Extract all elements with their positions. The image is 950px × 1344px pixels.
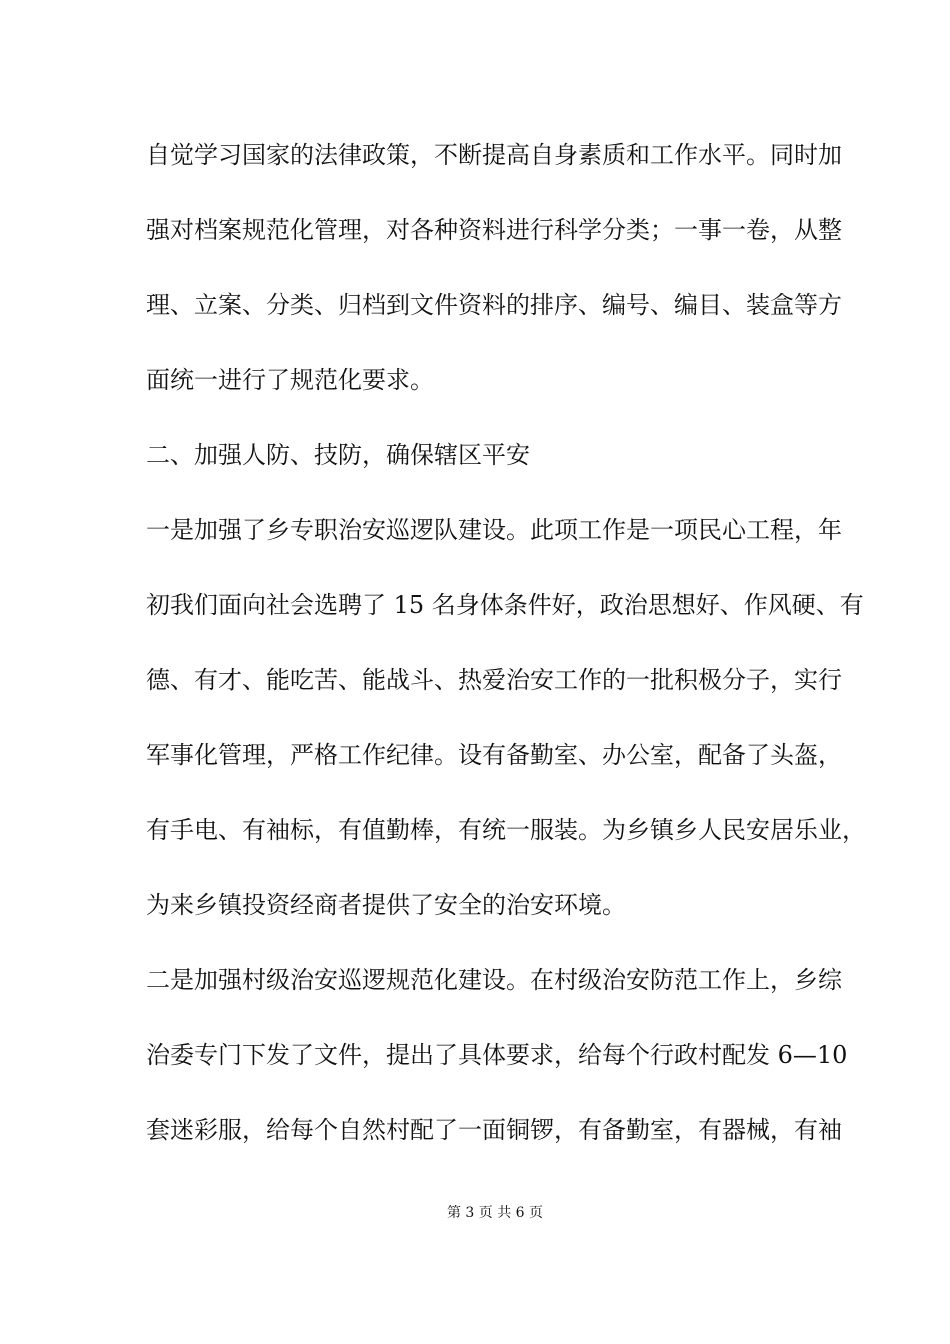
- paragraph-line: 有手电、有袖标，有值勤棒，有统一服装。为乡镇乡人民安居乐业，: [146, 816, 866, 844]
- paragraph-line: 为来乡镇投资经商者提供了安全的治安环境。: [146, 891, 626, 919]
- paragraph-line: 强对档案规范化管理，对各种资料进行科学分类；一事一卷，从整: [146, 216, 842, 244]
- paragraph-line: 面统一进行了规范化要求。: [146, 366, 434, 394]
- paragraph-line: 一是加强了乡专职治安巡逻队建设。此项工作是一项民心工程，年: [146, 516, 842, 544]
- paragraph-line: 军事化管理，严格工作纪律。设有备勤室、办公室，配备了头盔，: [146, 741, 842, 769]
- paragraph-line: 理、立案、分类、归档到文件资料的排序、编号、编目、装盒等方: [146, 291, 842, 319]
- page-number-footer: 第 3 页 共 6 页: [446, 1205, 544, 1221]
- paragraph-line: 自觉学习国家的法律政策，不断提高自身素质和工作水平。同时加: [146, 141, 842, 169]
- paragraph-line: 二是加强村级治安巡逻规范化建设。在村级治安防范工作上，乡综: [146, 966, 842, 994]
- paragraph-line: 套迷彩服，给每个自然村配了一面铜锣，有备勤室，有器械，有袖: [146, 1116, 842, 1144]
- paragraph-line: 初我们面向社会选聘了 15 名身体条件好，政治思想好、作风硬、有: [146, 591, 864, 619]
- paragraph-line: 治委专门下发了文件，提出了具体要求，给每个行政村配发 6—10: [146, 1041, 848, 1069]
- section-heading: 二、加强人防、技防，确保辖区平安: [146, 441, 530, 469]
- paragraph-line: 德、有才、能吃苦、能战斗、热爱治安工作的一批积极分子，实行: [146, 666, 842, 694]
